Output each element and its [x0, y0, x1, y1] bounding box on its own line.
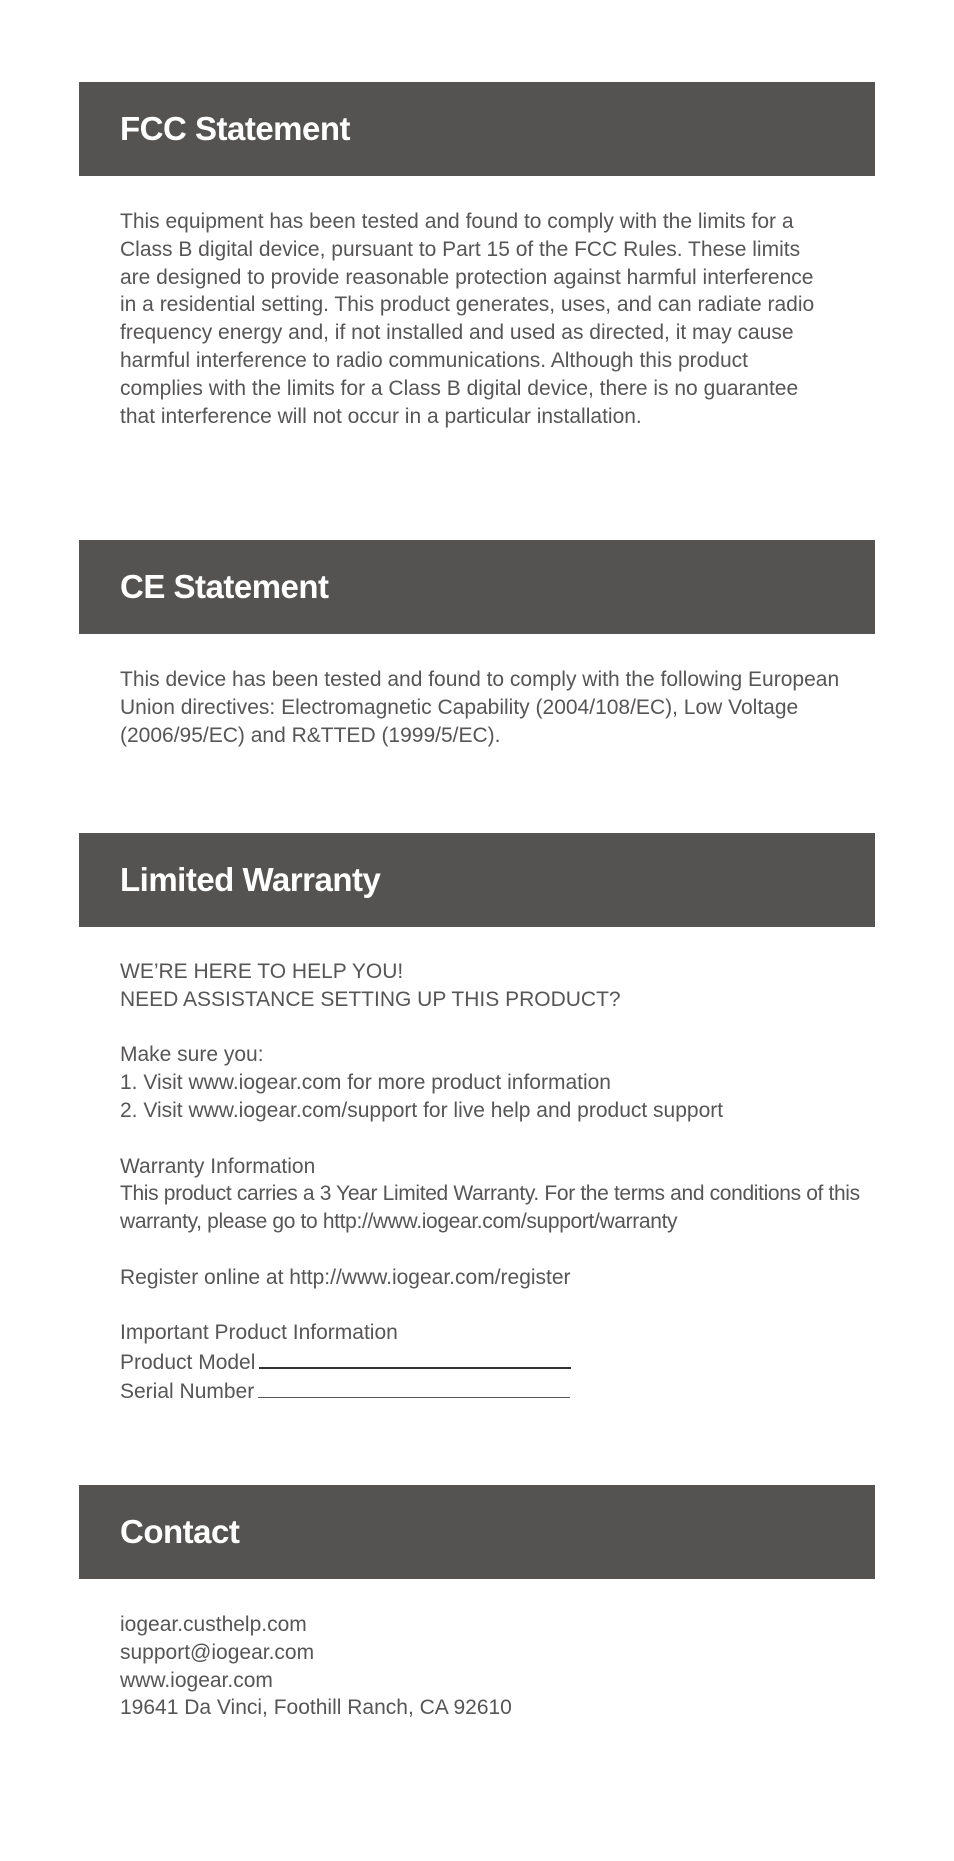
warranty-body [79, 958, 875, 1406]
contact-title: Contact [120, 1513, 240, 1550]
important-info-heading: Important Product Information [120, 1321, 398, 1345]
product-model-field[interactable] [259, 1347, 571, 1369]
register-text: Register online at http://www.iogear.com/register [120, 1265, 571, 1289]
fcc-section [79, 82, 875, 430]
fcc-body [79, 208, 875, 430]
product-model-label: Product Model [120, 1351, 256, 1375]
fcc-banner [79, 82, 875, 176]
contact-banner [79, 1485, 875, 1579]
contact-address: 19641 Da Vinci, Foothill Ranch, CA 92610 [120, 1696, 512, 1720]
serial-number-label: Serial Number [120, 1379, 255, 1403]
serial-number-row [120, 1377, 875, 1406]
contact-section [79, 1485, 875, 1722]
contact-email: support@iogear.com [120, 1640, 315, 1664]
warranty-banner [79, 833, 875, 927]
warranty-info-heading: Warranty Information [120, 1154, 316, 1178]
ce-banner [79, 540, 875, 634]
ce-body-text: This device has been tested and found to comply with the following European Union directives: Electromagnetic Capability (2004/108/EC), Low Voltage (2006/95/EC) and R&TTED (1999/5/EC). [120, 668, 840, 747]
product-model-row [120, 1347, 875, 1377]
contact-body [79, 1611, 875, 1722]
help-line-1: WE’RE HERE TO HELP YOU! [120, 960, 404, 983]
ce-title: CE Statement [120, 568, 329, 605]
warranty-section [79, 833, 875, 1406]
make-sure-text: Make sure you: [120, 1043, 264, 1067]
fcc-title: FCC Statement [120, 110, 351, 147]
ce-section [79, 540, 875, 749]
step-2-text: 2. Visit www.iogear.com/support for live help and product support [120, 1098, 724, 1122]
help-line-2: NEED ASSISTANCE SETTING UP THIS PRODUCT? [120, 987, 621, 1011]
contact-website: www.iogear.com [120, 1668, 273, 1692]
contact-website-help: iogear.custhelp.com [120, 1613, 307, 1636]
warranty-title: Limited Warranty [120, 861, 381, 898]
ce-body [79, 666, 875, 749]
step-1-text: 1. Visit www.iogear.com for more product information [120, 1071, 611, 1095]
serial-number-field[interactable] [258, 1377, 570, 1398]
fcc-body-text: This equipment has been tested and found to comply with the limits for a Class B digital device, pursuant to Part 15 of the FCC Rules. These limits are designed to provide reasonable protection against harmful interference in a residential setting. This product generates, uses, and can radiate radio frequency energy and, if not installed and used as directed, it may cause harmful interference to radio communications. Although this product complies with the limits for a Class B digital device, there is no guarantee that interference will not occur in a particular installation. [120, 210, 815, 428]
warranty-info-body: This product carries a 3 Year Limited Warranty. For the terms and conditions of this warranty, please go to http://www.iogear.com/support/warranty [120, 1182, 860, 1234]
